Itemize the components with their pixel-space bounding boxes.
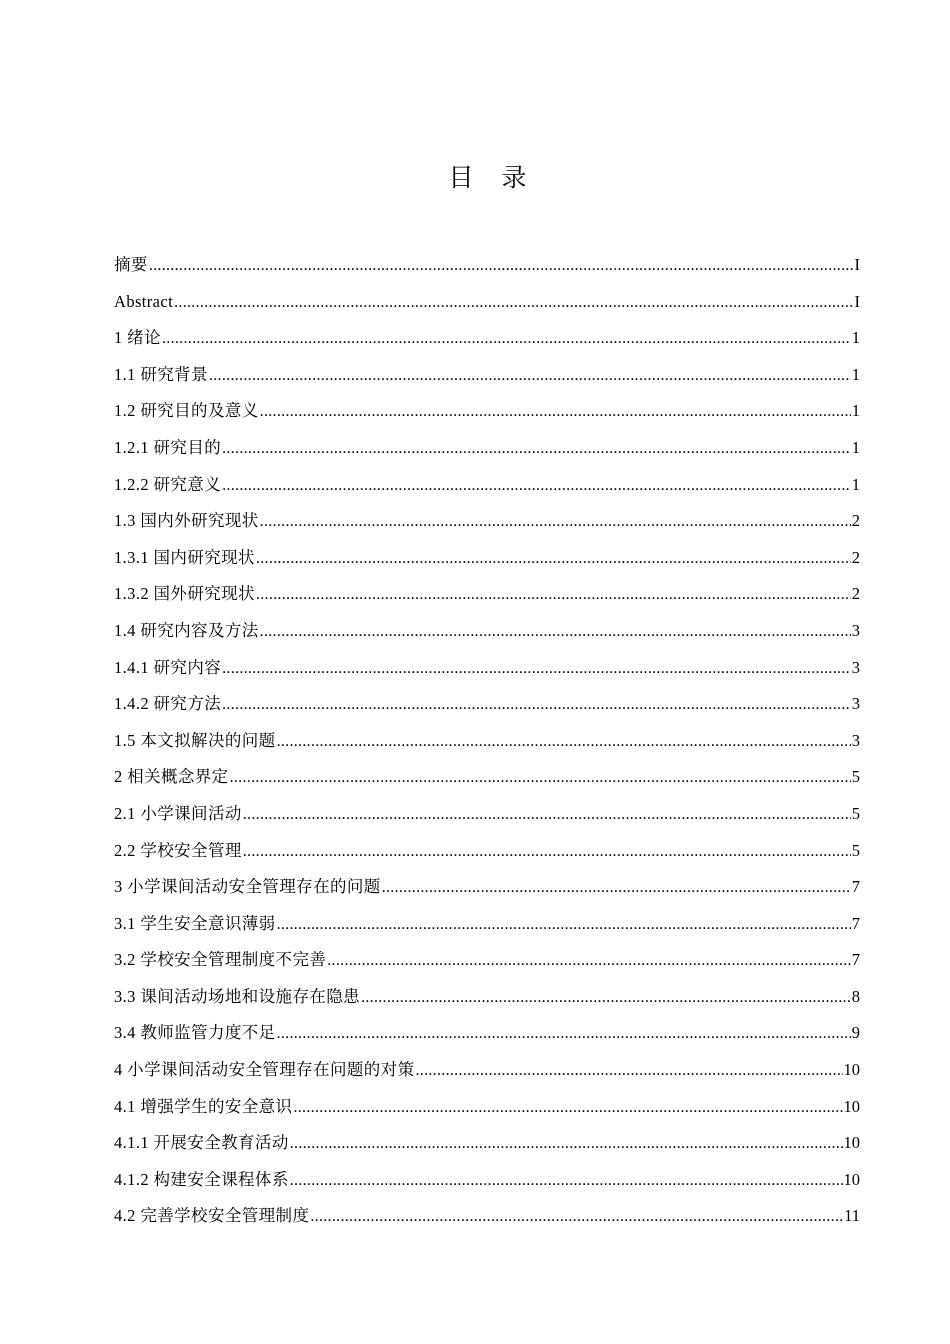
toc-dot-leader <box>222 431 851 468</box>
toc-dot-leader <box>149 248 854 285</box>
toc-entry[interactable] <box>114 357 860 394</box>
toc-entry[interactable] <box>114 1089 860 1126</box>
toc-dot-leader <box>222 651 851 688</box>
toc-entry-label: 3.1 学生安全意识薄弱 <box>114 913 276 933</box>
toc-entry-page-number: 10 <box>843 1060 860 1080</box>
toc-dot-leader <box>209 358 851 395</box>
toc-entry-label: 4.2 完善学校安全管理制度 <box>114 1206 310 1226</box>
toc-entry-label: 1 绪论 <box>114 328 161 348</box>
toc-dot-leader <box>415 1053 842 1090</box>
toc-entry-page-number: 2 <box>851 511 860 531</box>
toc-entry-label: Abstract <box>114 291 174 311</box>
toc-dot-leader <box>222 687 851 724</box>
toc-entry-page-number: 3 <box>851 657 860 677</box>
toc-entry-page-number: 7 <box>851 877 860 897</box>
toc-dot-leader <box>277 724 851 761</box>
toc-dot-leader <box>243 834 851 871</box>
toc-entry-label: 4.1.2 构建安全课程体系 <box>114 1169 289 1189</box>
toc-entry-label: 4.1 增强学生的安全意识 <box>114 1096 293 1116</box>
toc-entry-page-number: 5 <box>851 767 860 787</box>
toc-dot-leader <box>256 541 851 578</box>
toc-entry-page-number: 8 <box>851 986 860 1006</box>
toc-entry[interactable] <box>114 1052 860 1089</box>
toc-entry[interactable] <box>114 393 860 430</box>
toc-entry-page-number: 7 <box>851 913 860 933</box>
toc-entry-page-number: 7 <box>851 950 860 970</box>
toc-entry-label: 3.2 学校安全管理制度不完善 <box>114 950 327 970</box>
toc-entry-label: 3.3 课间活动场地和设施存在隐患 <box>114 986 361 1006</box>
toc-entry[interactable] <box>114 467 860 504</box>
toc-entry[interactable] <box>114 320 860 357</box>
toc-entry-page-number: 9 <box>851 1023 860 1043</box>
toc-entry-label: 1.1 研究背景 <box>114 364 208 384</box>
toc-entry-page-number: 11 <box>844 1206 860 1226</box>
toc-entry[interactable] <box>114 979 860 1016</box>
toc-dot-leader <box>290 1163 843 1200</box>
page-title <box>0 158 950 194</box>
toc-entry-page-number: 5 <box>851 840 860 860</box>
toc-entry-label: 1.3.2 国外研究现状 <box>114 584 255 604</box>
toc-dot-leader <box>277 1016 851 1053</box>
title-char-1: 目 <box>448 163 474 192</box>
toc-entry-page-number: 10 <box>843 1133 860 1153</box>
toc-entry-label: 2.1 小学课间活动 <box>114 803 242 823</box>
toc-entry[interactable] <box>114 576 860 613</box>
toc-entry[interactable] <box>114 942 860 979</box>
toc-dot-leader <box>256 577 851 614</box>
toc-dot-leader <box>260 504 851 541</box>
toc-entry-label: 1.3.1 国内研究现状 <box>114 547 255 567</box>
toc-entry-page-number: 2 <box>851 547 860 567</box>
toc-entry[interactable] <box>114 503 860 540</box>
toc-entry-page-number: 1 <box>851 474 860 494</box>
toc-entry-label: 4.1.1 开展安全教育活动 <box>114 1133 289 1153</box>
toc-entry-label: 1.5 本文拟解决的问题 <box>114 730 276 750</box>
toc-dot-leader <box>310 1199 843 1236</box>
toc-entry-label: 1.2 研究目的及意义 <box>114 401 259 421</box>
toc-entry[interactable] <box>114 284 860 321</box>
toc-entry-label: 1.2.1 研究目的 <box>114 437 222 457</box>
toc-entry-page-number: 10 <box>843 1096 860 1116</box>
toc-dot-leader <box>277 907 851 944</box>
toc-dot-leader <box>162 321 851 358</box>
toc-dot-leader <box>174 285 853 322</box>
toc-dot-leader <box>327 943 851 980</box>
toc-entry[interactable] <box>114 869 860 906</box>
toc-entry-page-number: I <box>854 255 860 274</box>
toc-entry-label: 1.4.1 研究内容 <box>114 657 222 677</box>
toc-entry[interactable] <box>114 796 860 833</box>
toc-dot-leader <box>243 797 851 834</box>
toc-dot-leader <box>260 394 851 431</box>
table-of-contents <box>114 247 860 1235</box>
toc-entry[interactable] <box>114 723 860 760</box>
toc-dot-leader <box>260 614 851 651</box>
toc-entry[interactable] <box>114 906 860 943</box>
toc-entry-label: 3.4 教师监管力度不足 <box>114 1023 276 1043</box>
toc-entry-label: 1.4 研究内容及方法 <box>114 620 259 640</box>
toc-dot-leader <box>361 980 851 1017</box>
toc-entry-page-number: 3 <box>851 730 860 750</box>
toc-entry-label: 1.3 国内外研究现状 <box>114 511 259 531</box>
toc-entry[interactable] <box>114 430 860 467</box>
toc-entry-page-number: 1 <box>851 401 860 421</box>
toc-entry[interactable] <box>114 833 860 870</box>
toc-entry-label: 1.4.2 研究方法 <box>114 694 222 714</box>
toc-dot-leader <box>293 1090 842 1127</box>
toc-entry[interactable] <box>114 1015 860 1052</box>
toc-entry[interactable] <box>114 540 860 577</box>
toc-entry-page-number: 5 <box>851 803 860 823</box>
toc-entry-page-number: 1 <box>851 437 860 457</box>
toc-dot-leader <box>290 1126 843 1163</box>
toc-dot-leader <box>230 760 851 797</box>
toc-entry-label: 摘要 <box>114 255 148 274</box>
toc-entry-label: 4 小学课间活动安全管理存在问题的对策 <box>114 1060 415 1080</box>
toc-entry[interactable] <box>114 1198 860 1235</box>
toc-entry-page-number: 1 <box>851 328 860 348</box>
toc-entry[interactable] <box>114 1125 860 1162</box>
toc-entry-label: 1.2.2 研究意义 <box>114 474 222 494</box>
toc-entry-page-number: 10 <box>843 1169 860 1189</box>
toc-entry[interactable] <box>114 613 860 650</box>
toc-entry-page-number: 3 <box>851 694 860 714</box>
toc-entry[interactable] <box>114 759 860 796</box>
toc-entry[interactable] <box>114 650 860 687</box>
toc-entry[interactable] <box>114 686 860 723</box>
toc-entry[interactable] <box>114 247 860 284</box>
toc-dot-leader <box>222 468 851 505</box>
toc-entry[interactable] <box>114 1162 860 1199</box>
toc-entry-page-number: I <box>854 291 860 311</box>
toc-entry-page-number: 3 <box>851 620 860 640</box>
toc-entry-label: 2 相关概念界定 <box>114 767 229 787</box>
toc-entry-label: 2.2 学校安全管理 <box>114 840 242 860</box>
toc-dot-leader <box>382 870 851 907</box>
title-char-2: 录 <box>501 163 527 192</box>
toc-entry-page-number: 1 <box>851 364 860 384</box>
toc-entry-label: 3 小学课间活动安全管理存在的问题 <box>114 877 381 897</box>
toc-entry-page-number: 2 <box>851 584 860 604</box>
